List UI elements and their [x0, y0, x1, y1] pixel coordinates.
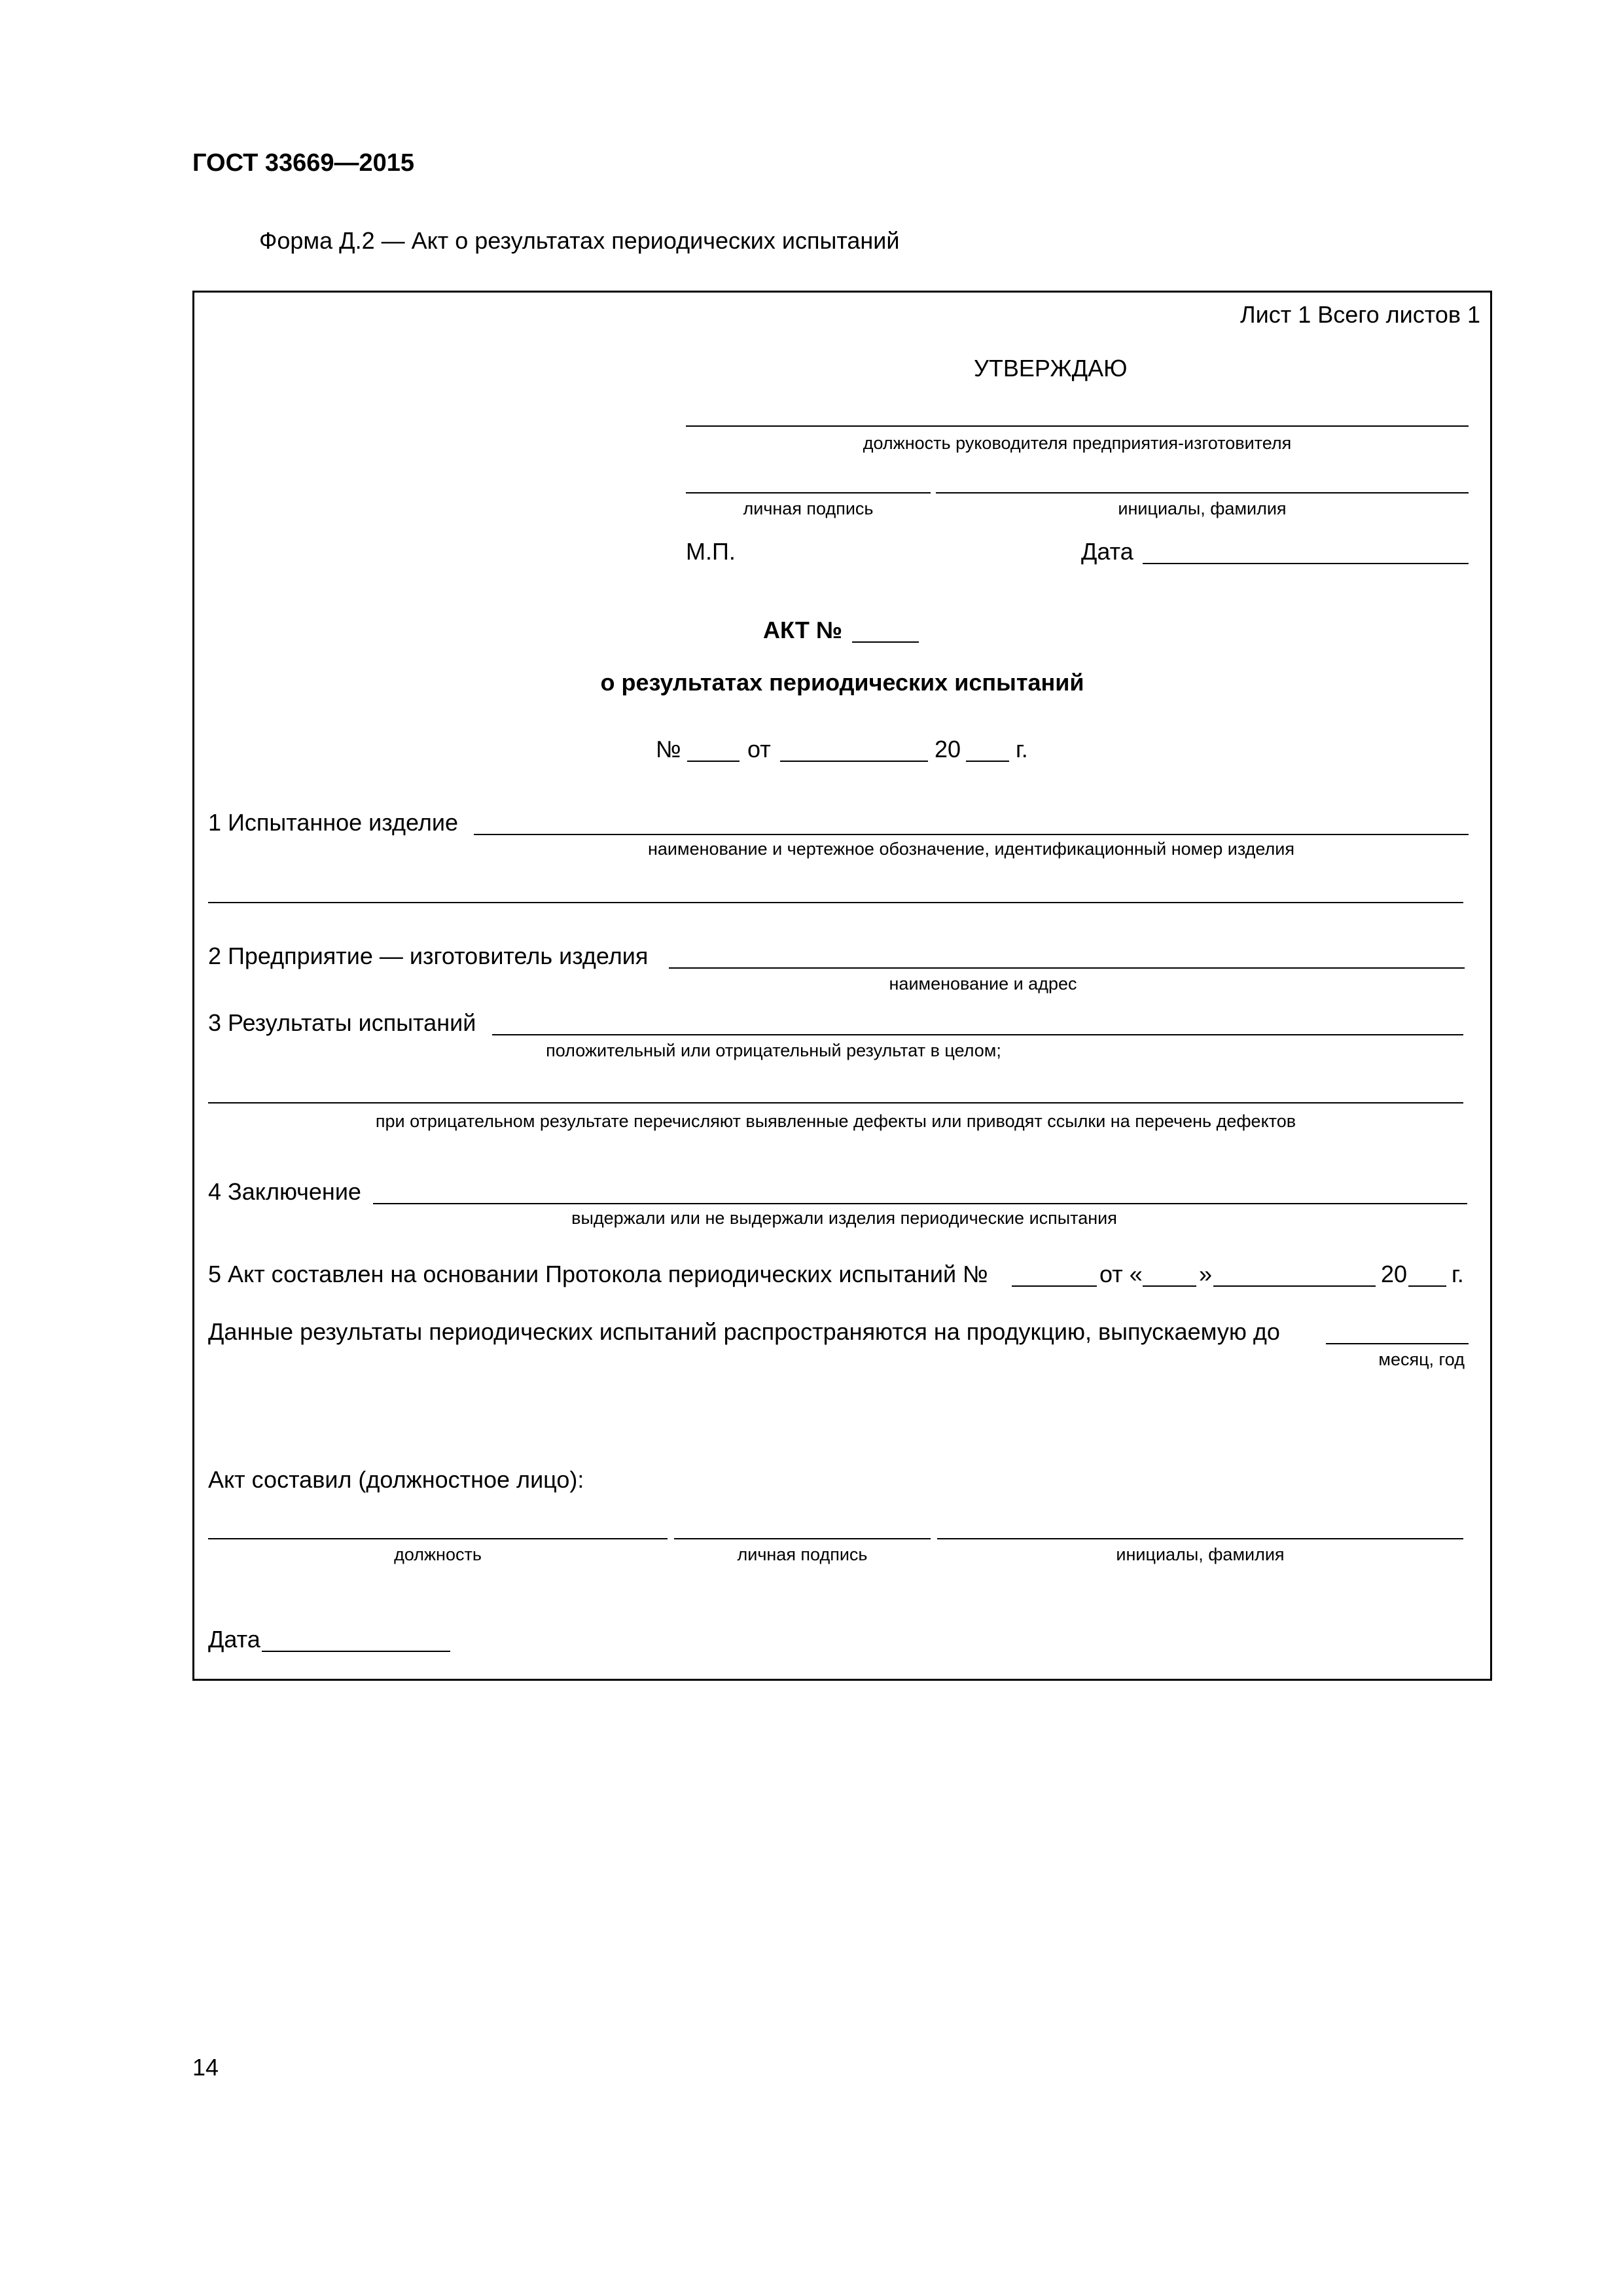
- document-code: ГОСТ 33669—2015: [192, 149, 415, 177]
- compiler-signature-line[interactable]: [674, 1538, 931, 1539]
- validity-text: Данные результаты периодических испытаний распространяются на продукцию, выпускаемую до: [208, 1318, 1280, 1345]
- compiled-by-label: Акт составил (должностное лицо):: [208, 1466, 584, 1493]
- item4-label: 4 Заключение: [208, 1178, 361, 1205]
- item1-continuation-line[interactable]: [208, 902, 1463, 903]
- item1-line[interactable]: [474, 834, 1469, 835]
- act-number-line[interactable]: [852, 641, 919, 643]
- compiler-initials-caption: инициалы, фамилия: [1116, 1545, 1285, 1564]
- item4-caption: выдержали или не выдержали изделия периодические испытания: [571, 1208, 1117, 1228]
- final-date-line[interactable]: [262, 1651, 450, 1652]
- item2-label: 2 Предприятие — изготовитель изделия: [208, 942, 649, 969]
- protocol-quote-close: »: [1199, 1261, 1213, 1287]
- protocol-year-suffix: г.: [1452, 1261, 1464, 1287]
- act-subtitle: о результатах периодических испытаний: [600, 669, 1084, 696]
- item1-label: 1 Испытанное изделие: [208, 809, 458, 836]
- year-label: 20: [935, 736, 961, 762]
- compiler-position-line[interactable]: [208, 1538, 668, 1539]
- compiler-initials-line[interactable]: [937, 1538, 1463, 1539]
- director-position-caption: должность руководителя предприятия-изготовителя: [863, 433, 1292, 453]
- item3-label: 3 Результаты испытаний: [208, 1009, 476, 1036]
- page-number: 14: [192, 2054, 219, 2081]
- protocol-year-line[interactable]: [1408, 1285, 1446, 1287]
- from-date-line[interactable]: [780, 761, 928, 762]
- approve-heading: УТВЕРЖДАЮ: [974, 355, 1128, 382]
- validity-caption: месяц, год: [1378, 1350, 1465, 1369]
- item1-caption: наименование и чертежное обозначение, идентификационный номер изделия: [648, 839, 1294, 859]
- item4-line[interactable]: [373, 1203, 1467, 1204]
- item3-continuation-line[interactable]: [208, 1102, 1463, 1103]
- item5-text: 5 Акт составлен на основании Протокола периодических испытаний №: [208, 1261, 988, 1287]
- compiler-position-caption: должность: [394, 1545, 482, 1564]
- number-label: №: [656, 736, 681, 762]
- final-date-label: Дата: [208, 1626, 260, 1653]
- stamp-label: М.П.: [686, 538, 736, 565]
- protocol-day-line[interactable]: [1143, 1285, 1196, 1287]
- year-suffix: г.: [1016, 736, 1028, 762]
- compiler-signature-caption: личная подпись: [737, 1545, 868, 1564]
- item3-line[interactable]: [492, 1034, 1463, 1035]
- item3-caption: положительный или отрицательный результат в целом;: [546, 1041, 1001, 1060]
- sheet-info: Лист 1 Всего листов 1: [1240, 301, 1480, 328]
- protocol-year-label: 20: [1381, 1261, 1408, 1287]
- act-number-label: АКТ №: [763, 617, 842, 643]
- protocol-number-line[interactable]: [1012, 1285, 1097, 1287]
- item2-caption: наименование и адрес: [889, 974, 1077, 994]
- form-title: Форма Д.2 — Акт о результатах периодических испытаний: [259, 227, 900, 254]
- director-signature-caption: личная подпись: [743, 499, 874, 518]
- director-position-line[interactable]: [686, 425, 1469, 427]
- approve-date-line[interactable]: [1143, 563, 1469, 564]
- protocol-month-line[interactable]: [1213, 1285, 1376, 1287]
- director-signature-line[interactable]: [686, 492, 931, 493]
- from-label: от: [747, 736, 771, 762]
- director-initials-caption: инициалы, фамилия: [1118, 499, 1287, 518]
- number-line[interactable]: [687, 761, 740, 762]
- protocol-from-label: от «: [1099, 1261, 1143, 1287]
- approve-date-label: Дата: [1081, 538, 1133, 565]
- item3-caption-2: при отрицательном результате перечисляют выявленные дефекты или приводят ссылки на перечень дефектов: [375, 1111, 1296, 1131]
- year-line[interactable]: [966, 761, 1009, 762]
- validity-date-line[interactable]: [1326, 1343, 1469, 1344]
- item2-line[interactable]: [669, 967, 1465, 969]
- director-initials-line[interactable]: [936, 492, 1469, 493]
